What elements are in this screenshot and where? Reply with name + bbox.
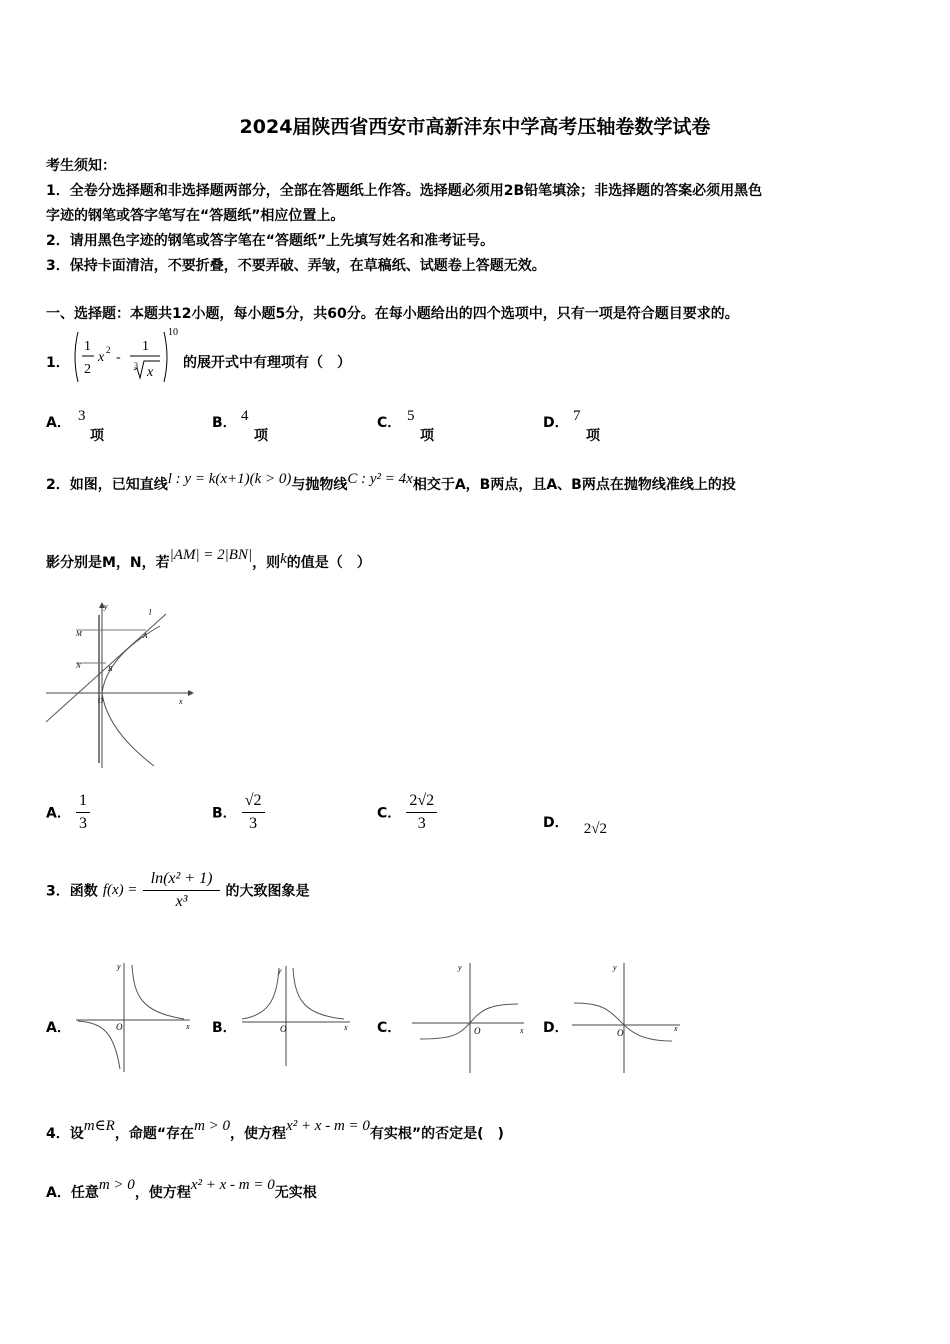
q3-graph-d[interactable] bbox=[568, 957, 693, 1077]
axis-y: y bbox=[117, 962, 121, 971]
q2-option-c[interactable] bbox=[377, 790, 437, 835]
svg-text:2: 2 bbox=[106, 345, 111, 355]
svg-text:1: 1 bbox=[84, 339, 91, 354]
q2-cond-expr: |AM| = 2|BN| bbox=[169, 547, 253, 563]
q3-prefix: 函数 bbox=[69, 883, 98, 900]
q2-option-a-fraction bbox=[76, 790, 90, 835]
q2-option-b-fraction bbox=[242, 790, 265, 835]
option-label: A． bbox=[46, 415, 71, 431]
q4-cond: m∈R bbox=[83, 1118, 115, 1134]
option-label: A． bbox=[46, 805, 71, 822]
svg-text:x: x bbox=[147, 365, 154, 380]
svg-text:-: - bbox=[116, 350, 121, 365]
q2-part4: 影分别是M，N，若 bbox=[46, 555, 170, 571]
q1-option-b-suffix: 项 bbox=[254, 428, 268, 444]
notice-line-1b: 字迹的钢笔或答字笔写在“答题纸”相应位置上。 bbox=[46, 208, 345, 224]
axis-o: O bbox=[116, 1022, 123, 1032]
option-label: B． bbox=[212, 415, 237, 431]
q2-line-expr: l : y = k(x+1)(k > 0) bbox=[167, 471, 292, 487]
denominator: 3 bbox=[78, 815, 87, 832]
q1-option-b[interactable] bbox=[212, 412, 237, 432]
q3-stem bbox=[46, 868, 310, 913]
fig-label-m: M bbox=[76, 630, 82, 638]
q2-line1 bbox=[46, 471, 736, 494]
axis-o: O bbox=[280, 1024, 287, 1034]
q4-a-eq: x² + x - m = 0 bbox=[190, 1177, 275, 1193]
q1-option-d-value: 7 bbox=[573, 408, 581, 424]
axis-x: x bbox=[186, 1022, 190, 1031]
q4-a-part1: 任意 bbox=[70, 1185, 99, 1201]
q1-option-a[interactable] bbox=[46, 412, 71, 432]
numerator: 2√2 bbox=[406, 790, 437, 813]
option-label: C． bbox=[377, 415, 402, 431]
q1-option-d-suffix: 项 bbox=[586, 428, 600, 444]
q4-a-m-cond: m > 0 bbox=[98, 1177, 135, 1193]
q2-k: k bbox=[280, 551, 287, 567]
q1-option-a-value: 3 bbox=[78, 408, 86, 424]
svg-text:3: 3 bbox=[134, 361, 138, 370]
q3-number: 3． bbox=[46, 883, 70, 900]
option-label: C． bbox=[377, 805, 402, 822]
denominator: 3 bbox=[249, 815, 258, 832]
q2-parabola-expr: C : y² = 4x bbox=[347, 471, 413, 487]
q4-option-a[interactable] bbox=[46, 1177, 317, 1202]
q2-line2 bbox=[46, 547, 371, 572]
fig-label-l: l bbox=[149, 608, 152, 617]
option-label: B． bbox=[212, 805, 237, 822]
q3-option-d-label[interactable]: D． bbox=[543, 1020, 569, 1036]
notice-line-3: 3．保持卡面清洁，不要折叠，不要弄破、弄皱，在草稿纸、试题卷上答题无效。 bbox=[46, 258, 546, 274]
axis-x: x bbox=[344, 1023, 348, 1032]
q4-part1: 设 bbox=[69, 1126, 84, 1142]
svg-text:2: 2 bbox=[84, 362, 91, 377]
svg-text:x: x bbox=[98, 350, 105, 365]
option-label: D． bbox=[543, 415, 569, 431]
q2-part3: 相交于A，B两点，且A、B两点在抛物线准线上的投 bbox=[412, 477, 736, 493]
q2-part2: 与抛物线 bbox=[291, 477, 348, 493]
axis-y: y bbox=[278, 966, 282, 975]
q4-number: 4． bbox=[46, 1126, 70, 1142]
q4-part2: ，命题“存在 bbox=[114, 1126, 195, 1142]
q2-option-d[interactable] bbox=[543, 812, 607, 837]
q4-a-part2: ，使方程 bbox=[134, 1185, 191, 1201]
axis-x: x bbox=[520, 1026, 524, 1035]
fig-label-o: O bbox=[98, 697, 104, 705]
q1-stem: 的展开式中有理项有（ ） bbox=[183, 355, 351, 371]
axis-o: O bbox=[617, 1028, 624, 1038]
q4-m-cond: m > 0 bbox=[194, 1118, 231, 1134]
q3-numerator: ln(x² + 1) bbox=[143, 868, 221, 891]
q4-eq: x² + x - m = 0 bbox=[286, 1118, 370, 1134]
q4-a-part3: 无实根 bbox=[274, 1185, 317, 1201]
q2-option-a[interactable] bbox=[46, 790, 90, 835]
q1-option-c-suffix: 项 bbox=[420, 428, 434, 444]
q3-text: 的大致图象是 bbox=[225, 883, 310, 900]
q3-graph-c[interactable] bbox=[408, 957, 533, 1077]
q2-option-b[interactable] bbox=[212, 790, 265, 835]
option-label: A． bbox=[46, 1185, 71, 1201]
q3-option-c-label[interactable]: C． bbox=[377, 1020, 402, 1036]
q1-option-a-suffix: 项 bbox=[90, 428, 104, 444]
q3-graph-b[interactable] bbox=[238, 962, 363, 1077]
axis-o: O bbox=[474, 1026, 481, 1036]
q3-fraction bbox=[143, 868, 221, 913]
svg-text:1: 1 bbox=[142, 339, 149, 354]
q3-denominator: x³ bbox=[175, 893, 188, 910]
denominator: 3 bbox=[417, 815, 426, 832]
q2-figure bbox=[42, 600, 202, 772]
q1-binomial-expression bbox=[72, 328, 182, 386]
notice-line-2: 2．请用黑色字迹的钢笔或答字笔在“答题纸”上先填写姓名和准考证号。 bbox=[46, 233, 495, 249]
axis-y: y bbox=[458, 963, 462, 972]
fig-label-x: x bbox=[179, 697, 183, 706]
q2-option-d-value: 2√2 bbox=[583, 821, 607, 837]
q3-func: f(x) = bbox=[102, 882, 138, 898]
notice-line-1: 1．全卷分选择题和非选择题两部分，全部在答题纸上作答。选择题必须用2B铅笔填涂；非选择题的答案必须用黑色 bbox=[46, 183, 763, 199]
parabola-curve bbox=[102, 626, 160, 766]
q2-part5: ，则 bbox=[252, 555, 281, 571]
numerator: √2 bbox=[242, 790, 265, 813]
option-label: D． bbox=[543, 815, 569, 831]
q1-number: 1． bbox=[46, 355, 70, 371]
fig-label-y: y bbox=[104, 602, 108, 611]
page-title: 2024届陕西省西安市高新沣东中学高考压轴卷数学试卷 bbox=[239, 116, 711, 138]
q3-option-b-label[interactable]: B． bbox=[212, 1020, 237, 1036]
q1-option-b-value: 4 bbox=[241, 408, 249, 424]
q2-option-c-fraction bbox=[406, 790, 437, 835]
q4-stem bbox=[46, 1118, 504, 1143]
q2-number: 2． bbox=[46, 477, 70, 493]
axis-x: x bbox=[674, 1024, 678, 1033]
axis-y: y bbox=[613, 963, 617, 972]
numerator: 1 bbox=[76, 790, 90, 813]
q1-option-c[interactable] bbox=[377, 412, 401, 432]
fig-label-b: B bbox=[108, 665, 113, 673]
section-heading: 一、选择题：本题共12小题，每小题5分，共60分。在每小题给出的四个选项中，只有一项是符合题目要求的。 bbox=[46, 306, 739, 322]
q1-option-c-value: 5 bbox=[407, 408, 415, 424]
q1-exponent: 10 bbox=[168, 327, 178, 338]
q1-option-d[interactable] bbox=[543, 412, 569, 432]
fig-label-a: A bbox=[143, 632, 148, 640]
fig-label-n: N bbox=[76, 662, 81, 670]
q3-option-a-label[interactable]: A． bbox=[46, 1020, 71, 1036]
q4-part4: 有实根”的否定是( ) bbox=[369, 1126, 504, 1142]
notice-heading: 考生须知： bbox=[46, 158, 116, 174]
q2-part6: 的值是（ ） bbox=[286, 555, 371, 571]
x-arrow bbox=[188, 690, 194, 696]
q4-part3: ，使方程 bbox=[230, 1126, 287, 1142]
q2-part1: 如图，已知直线 bbox=[69, 477, 168, 493]
q3-graph-a[interactable] bbox=[72, 957, 197, 1077]
